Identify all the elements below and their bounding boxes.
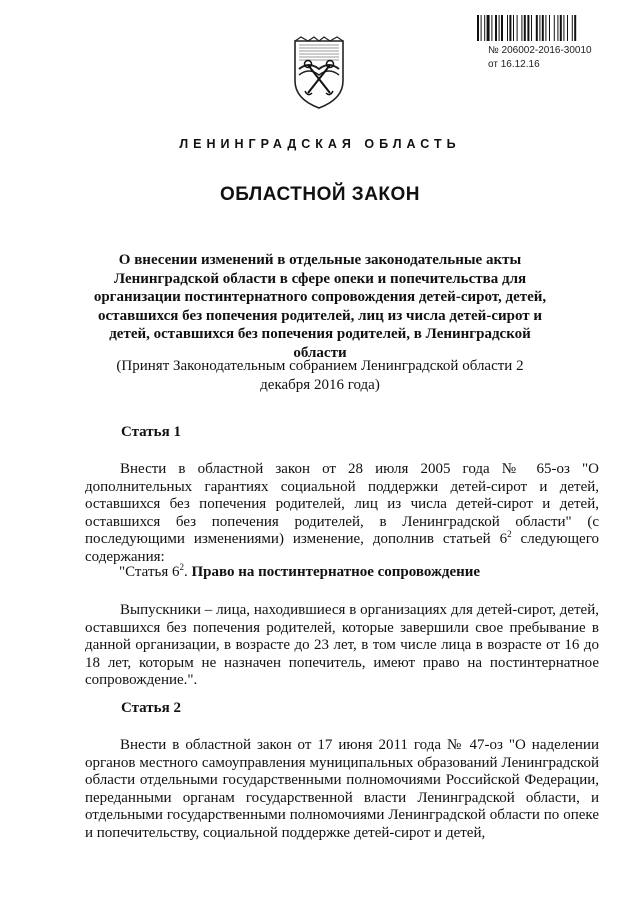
new-article-suffix: . xyxy=(183,564,192,580)
new-article-prefix: "Статья 6 xyxy=(119,564,180,580)
law-title: О внесении изменений в отдельные законодательные акты Ленинградской области в сфере опеки и попечительства для организации постинтернатного сопровождения детей-сирот, детей, оставшихся без попечения родителей, лиц из числа детей-сирот и детей, оставшихся без попечения родителей, в Ленинградской области xyxy=(93,252,547,361)
adoption-note: (Принят Законодательным собранием Ленинградской области 2 декабря 2016 года) xyxy=(116,358,524,393)
article-1-text-main: Внести в областной закон от 28 июля 2005 года № 65-оз "О дополнительных гарантиях социальной поддержки детей-сирот и детей, оставшихся без попечения родителей, лиц из числа детей-сирот и детей, оставшихся без попечения родителей, в Ленинградской области" (с последующими изменениями) изменение, дополнив статьей 6 xyxy=(85,461,599,548)
article-1-superscript: 2 xyxy=(507,529,512,540)
registration-number: № 206002-2016-30010 xyxy=(488,45,592,56)
registration-stamp xyxy=(488,44,592,72)
new-article-title: Право на постинтернатное сопровождение xyxy=(191,564,481,580)
new-article-heading xyxy=(119,564,480,581)
article-2-text: Внести в областной закон от 17 июня 2011 года № 47-оз "О наделении органов местного самоуправления муниципальных образований Ленинградской области отдельными государственными полномочиями Российской Федерации, переданными органам государственной власти Ленинградской области, и отдельными государственными полномочиями Ленинградской области по опеке и попечительству, социальной поддержке детей-сирот и детей, xyxy=(85,737,599,841)
law-type-heading: ОБЛАСТНОЙ ЗАКОН xyxy=(219,184,421,205)
article-1-text-end: следующего содержания: xyxy=(85,531,599,565)
article-1-heading: Статья 1 xyxy=(121,424,181,440)
barcode xyxy=(477,15,605,41)
region-heading: ЛЕНИНГРАДСКАЯ ОБЛАСТЬ xyxy=(179,137,461,151)
new-article-superscript: 2 xyxy=(179,562,184,572)
article-2-heading: Статья 2 xyxy=(121,700,181,716)
new-article-text: Выпускники – лица, находившиеся в организациях для детей-сирот, детей, оставшихся без попечения родителей, которые завершили свое пребывание в данной организации, в возрасте до 23 лет, в том числе лица в возрасте от 16 до 18 лет, которым не назначен попечитель, имеют право на постинтернатное сопровождение.". xyxy=(85,602,599,689)
registration-date: от 16.12.16 xyxy=(488,59,540,70)
article-1-text xyxy=(85,461,599,567)
coat-of-arms-emblem xyxy=(291,35,347,111)
